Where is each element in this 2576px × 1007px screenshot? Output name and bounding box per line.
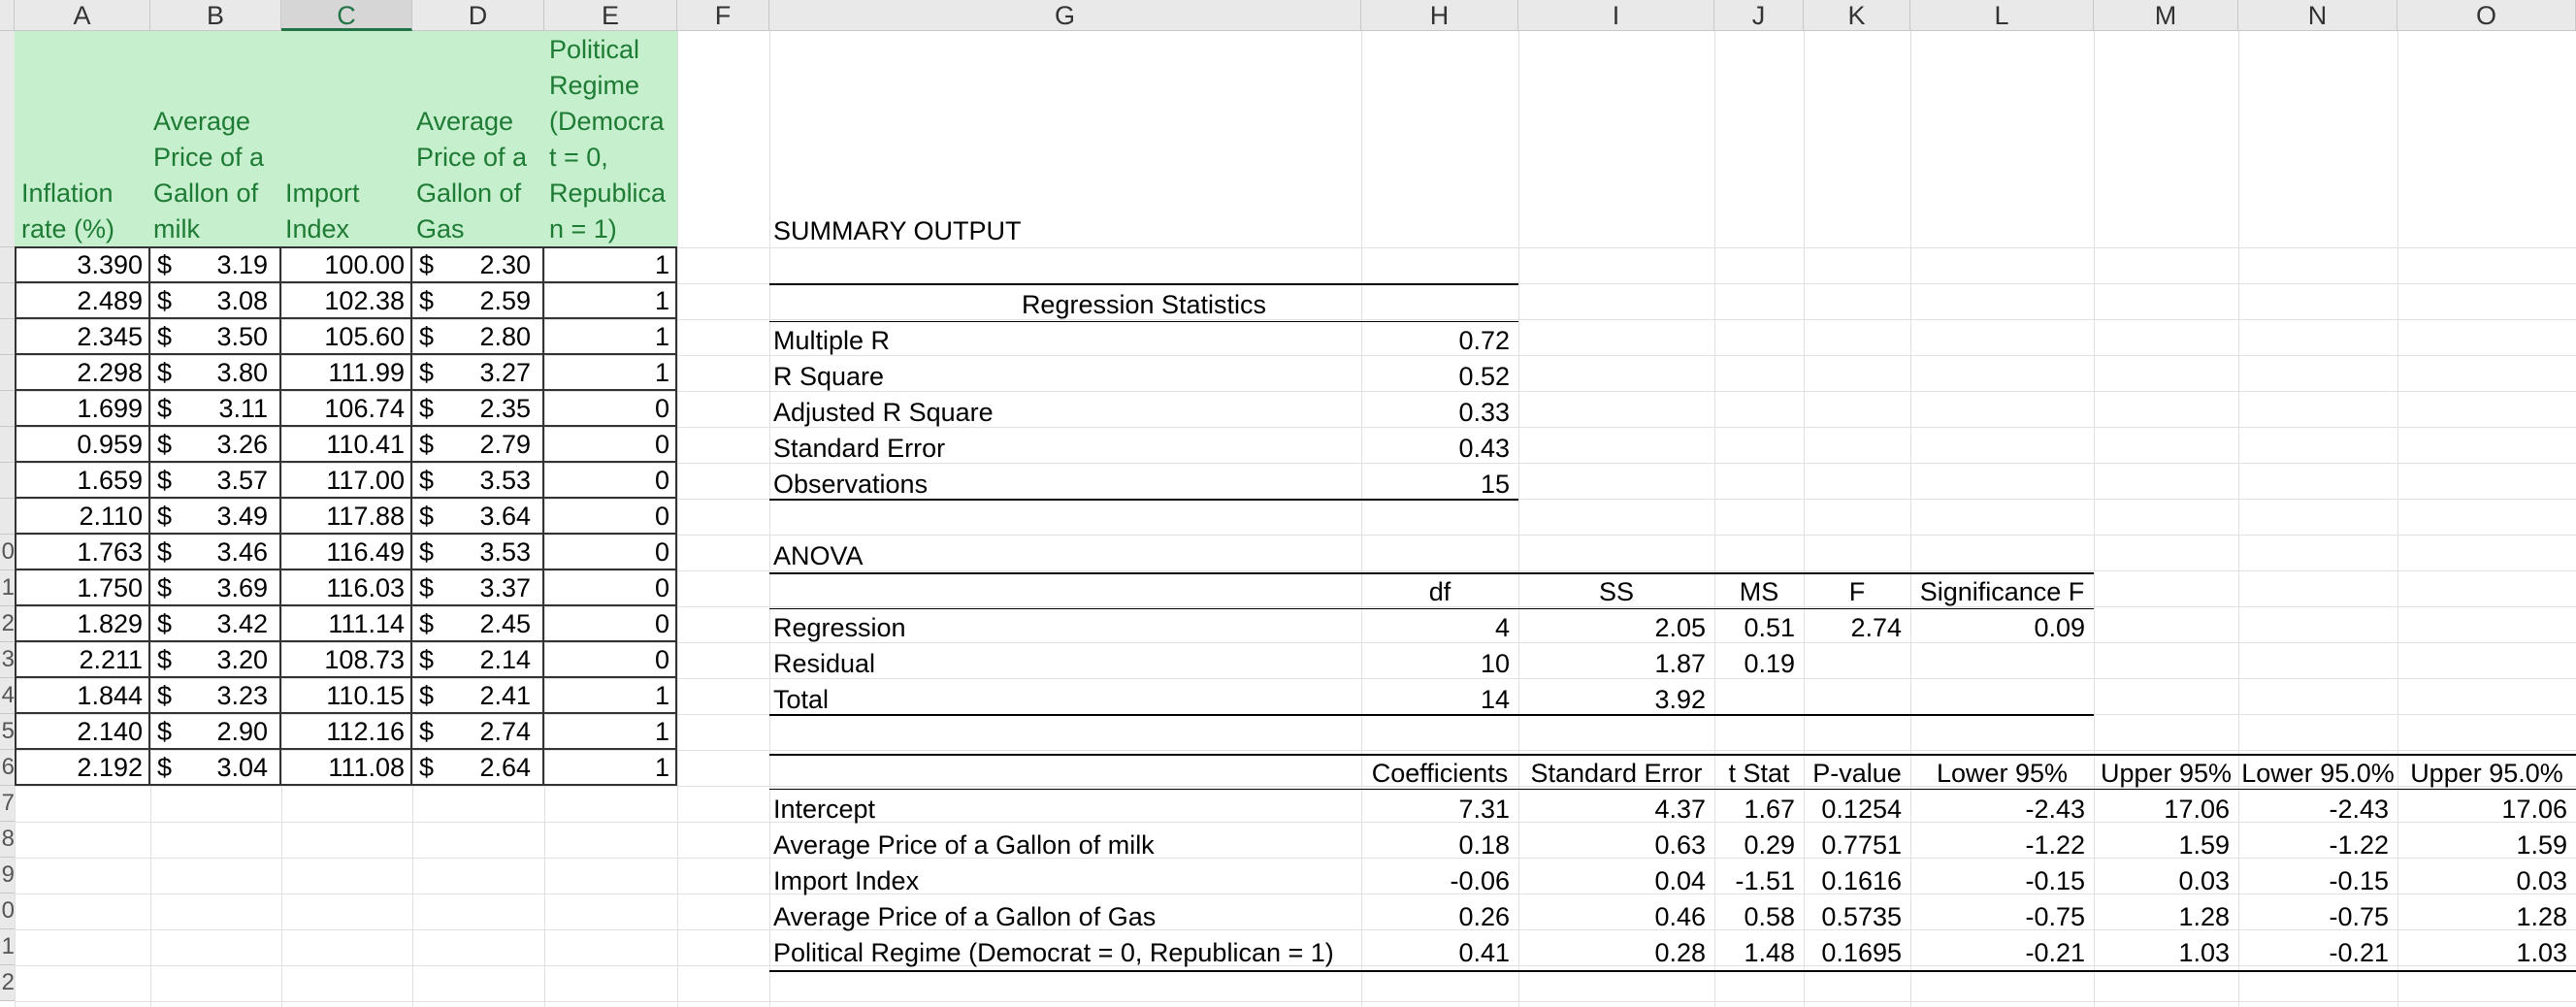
column-header-k[interactable]: K [1804, 0, 1910, 31]
coefficient-cell[interactable]: -0.15 [2025, 866, 2085, 895]
header-a-line2[interactable]: rate (%) [21, 214, 115, 244]
coefficient-cell[interactable]: 1.59 [2178, 830, 2230, 860]
anova-row-label[interactable]: Total [773, 685, 830, 714]
rule [769, 970, 2576, 972]
coefficient-cell[interactable]: -2.43 [2025, 795, 2085, 824]
header-e-line3[interactable]: (Democra [549, 107, 665, 136]
milk-price-cell[interactable]: 3.04 [216, 753, 268, 782]
coefficient-cell[interactable]: 0.41 [1458, 938, 1510, 967]
anova-row-label[interactable]: Regression [773, 613, 906, 642]
inflation-rate-cell[interactable]: 2.192 [15, 750, 150, 786]
header-e-line1[interactable]: Political [549, 35, 640, 64]
coefficient-cell[interactable]: 0.03 [2178, 866, 2230, 895]
import-index-cell[interactable]: 116.03 [281, 570, 412, 606]
anova-cell[interactable]: 1.87 [1654, 649, 1706, 678]
row-header[interactable] [0, 283, 15, 319]
gas-price-cell[interactable]: 2.74 [479, 717, 531, 746]
column-header-m[interactable]: M [2094, 0, 2238, 31]
import-index-cell[interactable]: 110.41 [281, 427, 412, 463]
coefficient-cell[interactable]: 0.46 [1654, 902, 1706, 931]
milk-price-cell[interactable]: 2.90 [216, 717, 268, 746]
summary-title[interactable]: SUMMARY OUTPUT [773, 216, 1022, 245]
stat-label[interactable]: Adjusted R Square [773, 398, 994, 427]
coefficients-header[interactable]: Standard Error [1530, 759, 1703, 788]
import-index-cell[interactable]: 117.00 [281, 463, 412, 499]
row-header[interactable] [0, 31, 15, 247]
coefficient-cell[interactable]: 1.03 [2178, 938, 2230, 967]
inflation-rate-cell[interactable]: 2.140 [15, 714, 150, 750]
gas-price-cell[interactable]: 2.41 [479, 681, 531, 710]
anova-header[interactable]: df [1428, 577, 1451, 606]
inflation-rate-cell[interactable]: 2.211 [15, 642, 150, 678]
currency-symbol[interactable]: $ [150, 499, 281, 535]
coefficient-cell[interactable]: 0.63 [1654, 830, 1706, 860]
anova-header[interactable]: MS [1739, 577, 1779, 606]
column-header-l[interactable]: L [1910, 0, 2094, 31]
gas-price-cell[interactable]: 2.80 [479, 322, 531, 351]
column-header-o[interactable]: O [2397, 0, 2576, 31]
currency-symbol[interactable]: $ [412, 606, 544, 642]
rule [769, 283, 1518, 285]
coefficient-cell[interactable]: 0.7751 [1821, 830, 1902, 860]
milk-price-cell[interactable]: 3.69 [216, 573, 268, 602]
header-a-line1[interactable]: Inflation [21, 179, 114, 208]
import-index-cell[interactable]: 108.73 [281, 642, 412, 678]
coefficients-header[interactable]: Upper 95% [2100, 759, 2233, 788]
row-header[interactable] [0, 319, 15, 355]
header-e-line5[interactable]: Republica [549, 179, 667, 208]
column-header-a[interactable]: A [15, 0, 150, 31]
column-header-e[interactable]: E [544, 0, 677, 31]
coefficient-cell[interactable]: 0.1254 [1821, 795, 1902, 824]
currency-symbol[interactable]: $ [150, 283, 281, 319]
stat-value[interactable]: 0.43 [1458, 434, 1510, 463]
anova-cell[interactable]: 0.19 [1744, 649, 1795, 678]
currency-symbol[interactable]: $ [150, 606, 281, 642]
header-e-line6[interactable]: n = 1) [549, 214, 617, 244]
row-header[interactable]: 3 [0, 642, 15, 678]
inflation-rate-cell[interactable]: 1.750 [15, 570, 150, 606]
import-index-cell[interactable]: 100.00 [281, 247, 412, 283]
gas-price-cell[interactable]: 2.35 [479, 394, 531, 423]
coefficient-cell[interactable]: 1.59 [2516, 830, 2567, 860]
import-index-cell[interactable]: 110.15 [281, 678, 412, 714]
currency-symbol[interactable]: $ [412, 463, 544, 499]
stat-label[interactable]: Observations [773, 470, 929, 499]
coefficient-label[interactable]: Import Index [773, 866, 920, 895]
gas-price-cell[interactable]: 3.27 [479, 358, 531, 387]
political-regime-cell[interactable]: 0 [544, 606, 677, 642]
row-header[interactable] [0, 463, 15, 499]
anova-cell[interactable]: 14 [1480, 685, 1510, 714]
column-header-f[interactable]: F [677, 0, 769, 31]
header-c-line1[interactable]: Import [285, 179, 360, 208]
political-regime-cell[interactable]: 1 [544, 714, 677, 750]
header-b-line1[interactable]: Average [153, 107, 251, 136]
coefficient-cell[interactable]: 0.29 [1744, 830, 1795, 860]
gas-price-cell[interactable]: 3.53 [479, 466, 531, 495]
political-regime-cell[interactable]: 1 [544, 355, 677, 391]
anova-header[interactable]: Significance F [1919, 577, 2085, 606]
table-border [15, 246, 677, 248]
header-d-line2[interactable]: Price of a [416, 143, 528, 172]
column-header-i[interactable]: I [1518, 0, 1714, 31]
coefficient-label[interactable]: Average Price of a Gallon of milk [773, 830, 1155, 860]
political-regime-cell[interactable]: 1 [544, 247, 677, 283]
anova-title[interactable]: ANOVA [773, 541, 864, 570]
currency-symbol[interactable]: $ [150, 642, 281, 678]
inflation-rate-cell[interactable]: 3.390 [15, 247, 150, 283]
anova-cell[interactable]: 0.09 [2034, 613, 2085, 642]
milk-price-cell[interactable]: 3.50 [216, 322, 268, 351]
currency-symbol[interactable]: $ [150, 750, 281, 786]
inflation-rate-cell[interactable]: 2.345 [15, 319, 150, 355]
currency-symbol[interactable]: $ [150, 391, 281, 427]
currency-symbol[interactable]: $ [412, 535, 544, 570]
coefficient-cell[interactable]: 1.28 [2178, 902, 2230, 931]
anova-cell[interactable] [1910, 646, 2085, 682]
coefficient-cell[interactable]: 0.03 [2516, 866, 2567, 895]
gas-price-cell[interactable]: 2.30 [479, 250, 531, 279]
political-regime-cell[interactable]: 0 [544, 570, 677, 606]
import-index-cell[interactable]: 111.14 [281, 606, 412, 642]
currency-symbol[interactable]: $ [412, 391, 544, 427]
stat-label[interactable]: R Square [773, 362, 885, 391]
import-index-cell[interactable]: 102.38 [281, 283, 412, 319]
stat-value[interactable]: 0.33 [1458, 398, 1510, 427]
gas-price-cell[interactable]: 3.64 [479, 502, 531, 531]
coefficient-cell[interactable]: 1.67 [1744, 795, 1795, 824]
anova-cell[interactable]: 2.74 [1850, 613, 1902, 642]
gas-price-cell[interactable]: 3.37 [479, 573, 531, 602]
coefficient-cell[interactable]: 17.06 [2501, 795, 2567, 824]
inflation-rate-cell[interactable]: 1.844 [15, 678, 150, 714]
currency-symbol[interactable]: $ [412, 319, 544, 355]
row-header[interactable]: 4 [0, 678, 15, 714]
coefficient-cell[interactable]: 1.28 [2516, 902, 2567, 931]
import-index-cell[interactable]: 111.99 [281, 355, 412, 391]
header-b-line4[interactable]: milk [153, 214, 200, 244]
row-header[interactable]: 1 [0, 929, 15, 965]
rule [769, 714, 2094, 716]
milk-price-cell[interactable]: 3.57 [216, 466, 268, 495]
currency-symbol[interactable]: $ [150, 714, 281, 750]
stat-value[interactable]: 0.72 [1458, 326, 1510, 355]
coefficients-header[interactable]: Upper 95.0% [2410, 759, 2563, 788]
coefficients-header[interactable]: P-value [1812, 759, 1902, 788]
currency-symbol[interactable]: $ [150, 319, 281, 355]
import-index-cell[interactable]: 106.74 [281, 391, 412, 427]
coefficients-header[interactable]: t Stat [1728, 759, 1790, 788]
coefficient-cell[interactable]: 1.48 [1744, 938, 1795, 967]
row-header[interactable]: 2 [0, 965, 15, 1001]
row-header[interactable] [0, 391, 15, 427]
coefficient-cell[interactable]: 0.1695 [1821, 938, 1902, 967]
rule [769, 789, 2576, 790]
currency-symbol[interactable]: $ [412, 499, 544, 535]
inflation-rate-cell[interactable]: 1.699 [15, 391, 150, 427]
coefficient-label[interactable]: Average Price of a Gallon of Gas [773, 902, 1157, 931]
milk-price-cell[interactable]: 3.23 [216, 681, 268, 710]
gas-price-cell[interactable]: 2.79 [479, 430, 531, 459]
currency-symbol[interactable]: $ [150, 570, 281, 606]
row-header[interactable]: 5 [0, 714, 15, 750]
row-header[interactable] [0, 247, 15, 283]
coefficients-header[interactable]: Lower 95.0% [2241, 759, 2395, 788]
row-header[interactable]: 0 [0, 535, 15, 570]
anova-cell[interactable]: 0.51 [1744, 613, 1795, 642]
coefficient-cell[interactable]: 0.5735 [1821, 902, 1902, 931]
import-index-cell[interactable]: 116.49 [281, 535, 412, 570]
import-index-cell[interactable]: 111.08 [281, 750, 412, 786]
gas-price-cell[interactable]: 2.14 [479, 645, 531, 674]
currency-symbol[interactable]: $ [150, 427, 281, 463]
coefficient-cell[interactable]: 1.03 [2516, 938, 2567, 967]
table-border [15, 247, 16, 786]
coefficient-cell[interactable]: 0.1616 [1821, 866, 1902, 895]
coefficient-cell[interactable]: 4.37 [1654, 795, 1706, 824]
header-b-line2[interactable]: Price of a [153, 143, 265, 172]
header-e-line2[interactable]: Regime [549, 71, 640, 100]
coefficient-cell[interactable]: -0.75 [2329, 902, 2389, 931]
political-regime-cell[interactable]: 0 [544, 463, 677, 499]
column-header-h[interactable]: H [1361, 0, 1518, 31]
anova-header[interactable]: F [1848, 577, 1866, 606]
currency-symbol[interactable]: $ [150, 535, 281, 570]
header-d-line1[interactable]: Average [416, 107, 514, 136]
milk-price-cell[interactable]: 3.11 [218, 394, 268, 423]
rule [769, 321, 1518, 322]
currency-symbol[interactable]: $ [150, 463, 281, 499]
inflation-rate-cell[interactable]: 2.298 [15, 355, 150, 391]
row-header[interactable] [0, 355, 15, 391]
political-regime-cell[interactable]: 0 [544, 391, 677, 427]
column-header-d[interactable]: D [412, 0, 544, 31]
header-b-line3[interactable]: Gallon of [153, 179, 259, 208]
column-header-g[interactable]: G [769, 0, 1361, 31]
anova-cell[interactable]: 10 [1480, 649, 1510, 678]
column-header-n[interactable]: N [2238, 0, 2397, 31]
anova-cell[interactable]: 3.92 [1654, 685, 1706, 714]
anova-cell[interactable] [1804, 682, 1902, 718]
coefficient-cell[interactable]: 0.18 [1458, 830, 1510, 860]
currency-symbol[interactable]: $ [412, 427, 544, 463]
milk-price-cell[interactable]: 3.80 [216, 358, 268, 387]
anova-cell[interactable]: 4 [1494, 613, 1510, 642]
coefficient-cell[interactable]: -0.21 [2025, 938, 2085, 967]
regression-statistics-header[interactable]: Regression Statistics [1021, 290, 1267, 319]
row-header[interactable]: 1 [0, 570, 15, 606]
inflation-rate-cell[interactable]: 1.829 [15, 606, 150, 642]
stat-label[interactable]: Multiple R [773, 326, 891, 355]
inflation-rate-cell[interactable]: 2.489 [15, 283, 150, 319]
anova-cell[interactable] [1910, 682, 2085, 718]
political-regime-cell[interactable]: 1 [544, 750, 677, 786]
coefficient-cell[interactable]: -0.06 [1450, 866, 1510, 895]
gas-price-cell[interactable]: 2.64 [479, 753, 531, 782]
milk-price-cell[interactable]: 3.08 [216, 286, 268, 315]
inflation-rate-cell[interactable]: 2.110 [15, 499, 150, 535]
inflation-rate-cell[interactable]: 0.959 [15, 427, 150, 463]
column-header-b[interactable]: B [150, 0, 281, 31]
milk-price-cell[interactable]: 3.49 [216, 502, 268, 531]
column-header-c[interactable]: C [281, 0, 412, 31]
stat-value[interactable]: 15 [1480, 470, 1510, 499]
coefficient-cell[interactable]: -0.75 [2025, 902, 2085, 931]
currency-symbol[interactable]: $ [150, 247, 281, 283]
header-d-line3[interactable]: Gallon of [416, 179, 522, 208]
row-header[interactable]: 6 [0, 750, 15, 786]
row-header[interactable] [0, 427, 15, 463]
milk-price-cell[interactable]: 3.42 [216, 609, 268, 638]
coefficient-cell[interactable]: 0.58 [1744, 902, 1795, 931]
currency-symbol[interactable]: $ [412, 750, 544, 786]
coefficient-cell[interactable]: -0.21 [2329, 938, 2389, 967]
currency-symbol[interactable]: $ [150, 678, 281, 714]
coefficient-cell[interactable]: -1.51 [1735, 866, 1795, 895]
import-index-cell[interactable]: 112.16 [281, 714, 412, 750]
currency-symbol[interactable]: $ [412, 247, 544, 283]
header-d-line4[interactable]: Gas [416, 214, 465, 244]
coefficient-cell[interactable]: 0.26 [1458, 902, 1510, 931]
milk-price-cell[interactable]: 3.20 [216, 645, 268, 674]
coefficient-label[interactable]: Political Regime (Democrat = 0, Republican = 1) [773, 938, 1334, 967]
row-header[interactable]: 7 [0, 786, 15, 822]
milk-price-cell[interactable]: 3.26 [216, 430, 268, 459]
coefficient-cell[interactable]: -1.22 [2329, 830, 2389, 860]
anova-row-label[interactable]: Residual [773, 649, 876, 678]
row-header[interactable]: 2 [0, 606, 15, 642]
coefficient-label[interactable]: Intercept [773, 795, 876, 824]
coefficient-cell[interactable]: -1.22 [2025, 830, 2085, 860]
header-e-line4[interactable]: t = 0, [549, 143, 608, 172]
anova-header[interactable]: SS [1598, 577, 1635, 606]
import-index-cell[interactable]: 105.60 [281, 319, 412, 355]
row-header[interactable] [0, 499, 15, 535]
inflation-rate-cell[interactable]: 1.659 [15, 463, 150, 499]
currency-symbol[interactable]: $ [412, 714, 544, 750]
import-index-cell[interactable]: 117.88 [281, 499, 412, 535]
column-header-j[interactable]: J [1714, 0, 1804, 31]
coefficient-cell[interactable]: -2.43 [2329, 795, 2389, 824]
coefficient-cell[interactable]: 17.06 [2164, 795, 2230, 824]
currency-symbol[interactable]: $ [412, 283, 544, 319]
political-regime-cell[interactable]: 1 [544, 678, 677, 714]
coefficient-cell[interactable]: 7.31 [1458, 795, 1510, 824]
inflation-rate-cell[interactable]: 1.763 [15, 535, 150, 570]
currency-symbol[interactable]: $ [150, 355, 281, 391]
coefficients-header[interactable]: Lower 95% [1936, 759, 2069, 788]
milk-price-cell[interactable]: 3.19 [216, 250, 268, 279]
coefficient-cell[interactable]: 0.28 [1654, 938, 1706, 967]
anova-cell[interactable] [1714, 682, 1795, 718]
anova-cell[interactable]: 2.05 [1654, 613, 1706, 642]
coefficient-cell[interactable]: -0.15 [2329, 866, 2389, 895]
milk-price-cell[interactable]: 3.46 [216, 537, 268, 567]
rule [769, 499, 1518, 501]
political-regime-cell[interactable]: 0 [544, 535, 677, 570]
political-regime-cell[interactable]: 0 [544, 499, 677, 535]
anova-cell[interactable] [1804, 646, 1902, 682]
currency-symbol[interactable]: $ [412, 570, 544, 606]
political-regime-cell[interactable]: 0 [544, 642, 677, 678]
rule [769, 608, 2094, 609]
currency-symbol[interactable]: $ [412, 642, 544, 678]
gas-price-cell[interactable]: 2.59 [479, 286, 531, 315]
political-regime-cell[interactable]: 1 [544, 283, 677, 319]
row-header[interactable]: 9 [0, 858, 15, 893]
political-regime-cell[interactable]: 0 [544, 427, 677, 463]
stat-value[interactable]: 0.52 [1458, 362, 1510, 391]
gas-price-cell[interactable]: 3.53 [479, 537, 531, 567]
gas-price-cell[interactable]: 2.45 [479, 609, 531, 638]
row-header[interactable]: 0 [0, 893, 15, 929]
coefficients-header[interactable]: Coefficients [1371, 759, 1509, 788]
corner-cell[interactable] [0, 0, 15, 31]
row-header[interactable]: 8 [0, 822, 15, 858]
political-regime-cell[interactable]: 1 [544, 319, 677, 355]
currency-symbol[interactable]: $ [412, 355, 544, 391]
stat-label[interactable]: Standard Error [773, 434, 946, 463]
coefficient-cell[interactable]: 0.04 [1654, 866, 1706, 895]
header-c-line2[interactable]: Index [285, 214, 350, 244]
currency-symbol[interactable]: $ [412, 678, 544, 714]
